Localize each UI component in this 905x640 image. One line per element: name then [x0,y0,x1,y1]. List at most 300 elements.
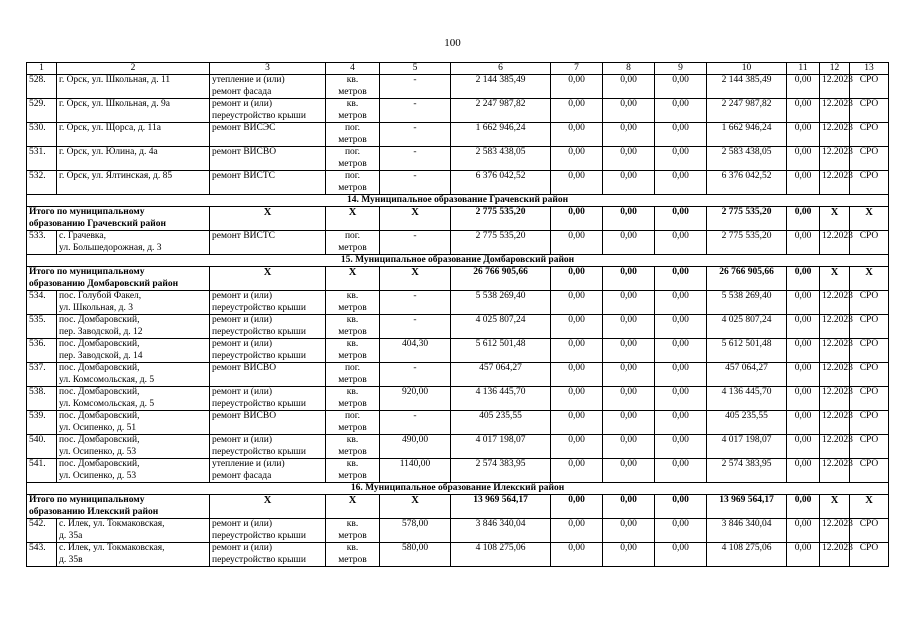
work-type-cell-line: ремонт и (или) [212,435,273,445]
address-cell-line: пос. Домбаровский, [59,411,140,421]
cell-amount [707,519,787,543]
cell-amount [787,315,820,339]
unit-cell-line: метров [338,554,367,565]
work-type-cell-line: утепление и (или) [212,459,285,469]
method-cell [850,435,889,459]
cell-amount [787,267,820,291]
cell-amount-line: 0,00 [620,363,637,373]
cell-amount-line: 0,00 [568,519,585,529]
cell-amount [787,543,820,567]
address-cell [57,147,210,171]
cell-amount [603,363,655,387]
quantity-cell [380,339,451,363]
cell-amount-line: 0,00 [620,207,637,217]
cell-amount [655,171,707,195]
row-number-line: 531. [29,147,46,157]
work-type-cell-line: переустройство крыши [212,398,306,409]
column-header: 1 [27,63,57,75]
address-cell [57,339,210,363]
deadline-cell-line: 12.2023 [822,519,853,529]
unit-cell-line: пог. [344,147,361,157]
quantity-cell-line: - [413,363,417,373]
cell-amount-line: 457 064,27 [725,363,768,373]
quantity-cell-line: 580,00 [401,543,429,553]
cell-x [380,207,451,231]
subtotal-row [27,267,889,291]
cell-amount [787,519,820,543]
cell-amount [707,123,787,147]
work-type-cell [210,291,326,315]
address-cell-line: ул. Осипенко, д. 53 [59,446,137,457]
method-cell [850,339,889,363]
cell-amount-line: 0,00 [620,231,637,241]
table-row [27,435,889,459]
cell-amount [787,291,820,315]
cell-amount [451,519,551,543]
cell-amount-line: 6 376 042,52 [475,171,526,181]
cell-amount [451,315,551,339]
subtotal-label-line: образованию Грачевский район [29,218,166,229]
cell-amount [707,459,787,483]
method-cell-line: СРО [859,435,879,445]
unit-cell [326,231,380,255]
cell-amount-line: 0,00 [672,99,689,109]
deadline-cell [820,339,853,363]
method-cell-line: СРО [859,147,879,157]
unit-cell-line: кв. [346,387,359,397]
cell-amount [451,459,551,483]
cell-amount [603,231,655,255]
address-cell [57,459,210,483]
address-cell-line: г. Орск, ул. Школьная, д. 9а [59,99,170,109]
cell-amount [787,339,820,363]
cell-amount [787,435,820,459]
method-cell-line: СРО [859,363,879,373]
address-cell-line: пос. Домбаровский, [59,435,140,445]
cell-amount-line: 2 574 383,95 [721,459,772,469]
work-type-cell-line: переустройство крыши [212,302,306,313]
work-type-cell-line: переустройство крыши [212,446,306,457]
method-cell [850,459,889,483]
method-cell [850,75,889,99]
unit-cell-line: метров [338,242,367,253]
work-type-cell [210,363,326,387]
quantity-cell [380,231,451,255]
deadline-cell-line: 12.2023 [822,75,853,85]
unit-cell [326,291,380,315]
address-cell-line: г. Орск, ул. Щорса, д. 11а [59,123,161,133]
work-type-cell [210,99,326,123]
unit-cell-line: кв. [346,459,359,469]
deadline-cell [820,171,853,195]
row-number-line: 528. [29,75,46,85]
work-type-cell-line: ремонт и (или) [212,543,273,553]
cell-amount [603,207,655,231]
row-number-line: 529. [29,99,46,109]
quantity-cell-line: - [413,231,417,241]
cell-amount [551,207,603,231]
cell-amount [451,171,551,195]
cell-amount-line: 4 025 807,24 [721,315,772,325]
work-type-cell [210,231,326,255]
cell-amount [787,123,820,147]
unit-cell-line: пог. [344,231,361,241]
cell-amount [551,543,603,567]
row-number [27,459,57,483]
method-cell-line: СРО [859,171,879,181]
quantity-cell-line: 404,30 [401,339,429,349]
cell-amount [451,495,551,519]
cell-amount-line: 2 247 987,82 [475,99,526,109]
cell-amount-line: 0,00 [672,123,689,133]
row-number [27,123,57,147]
work-type-cell-line: переустройство крыши [212,110,306,121]
subtotal-label-line: Итого по муниципальному [29,207,145,217]
quantity-cell [380,291,451,315]
unit-cell-line: кв. [346,315,359,325]
column-header: 13 [850,63,889,75]
unit-cell-line: кв. [346,435,359,445]
deadline-cell-line: 12.2023 [822,315,853,325]
cell-amount-line: 0,00 [620,339,637,349]
address-cell-line: с. Илек, ул. Токмаковская, [59,519,165,529]
work-type-cell [210,519,326,543]
address-cell-line: пер. Заводской, д. 14 [59,350,143,361]
unit-cell-line: метров [338,530,367,541]
cell-amount [707,231,787,255]
address-cell-line: г. Орск, ул. Школьная, д. 11 [59,75,171,85]
address-cell-line: пос. Домбаровский, [59,387,140,397]
column-header: 7 [551,63,603,75]
cell-amount [551,459,603,483]
unit-cell-line: метров [338,326,367,337]
cell-amount [787,411,820,435]
table-row [27,123,889,147]
cell-amount-line: 0,00 [794,231,812,241]
cell-amount [551,315,603,339]
row-number [27,363,57,387]
cell-amount-line: 0,00 [620,171,637,181]
cell-amount-line: 0,00 [568,207,585,217]
cell-x-line: X [830,495,839,506]
cell-amount [603,291,655,315]
cell-amount [551,495,603,519]
cell-amount [451,267,551,291]
address-cell-line: пос. Домбаровский, [59,339,140,349]
quantity-cell-line: - [413,75,417,85]
column-header: 5 [380,63,451,75]
cell-amount-line: 0,00 [672,435,689,445]
row-number [27,315,57,339]
deadline-cell [820,99,853,123]
address-cell [57,231,210,255]
cell-amount [655,435,707,459]
cell-amount-line: 4 108 275,06 [475,543,526,553]
cell-amount-line: 0,00 [672,519,689,529]
cell-amount [787,147,820,171]
table-row [27,171,889,195]
capital-repair-table [26,62,889,567]
cell-amount [707,147,787,171]
cell-amount [603,411,655,435]
quantity-cell-line: - [413,291,417,301]
table-row [27,363,889,387]
cell-amount [451,435,551,459]
work-type-cell-line: переустройство крыши [212,530,306,541]
work-type-cell [210,339,326,363]
deadline-cell [820,387,853,411]
cell-amount [655,495,707,519]
unit-cell-line: кв. [346,519,359,529]
cell-amount-line: 4 136 445,70 [721,387,772,397]
cell-amount-line: 0,00 [568,411,585,421]
work-type-cell [210,171,326,195]
cell-amount [707,171,787,195]
work-type-cell [210,411,326,435]
cell-amount-line: 0,00 [620,123,637,133]
cell-amount [787,387,820,411]
row-number [27,435,57,459]
deadline-cell [820,75,853,99]
work-type-cell [210,543,326,567]
cell-amount [603,339,655,363]
cell-amount-line: 0,00 [620,387,637,397]
cell-amount-line: 0,00 [568,435,585,445]
cell-amount [707,387,787,411]
cell-amount-line: 4 017 198,07 [475,435,526,445]
cell-amount-line: 2 583 438,05 [475,147,526,157]
address-cell [57,387,210,411]
cell-amount [707,495,787,519]
cell-amount [655,75,707,99]
cell-amount-line: 3 846 340,04 [475,519,526,529]
address-cell [57,75,210,99]
cell-x-line: X [263,267,272,278]
cell-amount [655,459,707,483]
work-type-cell [210,75,326,99]
cell-amount-line: 0,00 [568,495,585,505]
cell-amount [451,99,551,123]
address-cell-line: пер. Заводской, д. 12 [59,326,143,337]
cell-amount [655,315,707,339]
cell-amount [655,519,707,543]
work-type-cell [210,147,326,171]
cell-amount-line: 0,00 [568,339,585,349]
cell-amount [551,147,603,171]
cell-amount-line: 0,00 [568,267,585,277]
cell-amount-line: 0,00 [794,519,812,529]
cell-x-line: X [830,207,839,218]
address-cell-line: с. Грачевка, [59,231,106,241]
work-type-cell-line: утепление и (или) [212,75,285,85]
work-type-cell-line: переустройство крыши [212,326,306,337]
cell-amount [707,363,787,387]
cell-amount-line: 0,00 [794,315,812,325]
cell-amount-line: 0,00 [794,339,812,349]
cell-amount-line: 0,00 [672,315,689,325]
method-cell-line: СРО [859,459,879,469]
address-cell [57,123,210,147]
cell-amount [451,75,551,99]
unit-cell-line: метров [338,470,367,481]
cell-amount-line: 1 662 946,24 [475,123,526,133]
cell-amount [707,543,787,567]
column-header: 10 [707,63,787,75]
cell-amount [451,543,551,567]
subtotal-label [27,207,210,231]
work-type-cell-line: ремонт ВИСТС [212,171,276,181]
deadline-cell-line: 12.2023 [822,459,853,469]
cell-amount-line: 6 376 042,52 [721,171,772,181]
work-type-cell [210,123,326,147]
cell-amount-line: 0,00 [794,459,812,469]
cell-amount [707,291,787,315]
cell-amount [707,339,787,363]
deadline-cell [820,411,853,435]
address-cell-line: д. 35в [59,554,83,565]
cell-amount-line: 0,00 [620,147,637,157]
row-number [27,411,57,435]
method-cell [850,171,889,195]
cell-amount-line: 4 025 807,24 [475,315,526,325]
cell-amount-line: 0,00 [620,435,637,445]
cell-amount [603,543,655,567]
cell-amount-line: 0,00 [620,267,637,277]
quantity-cell [380,435,451,459]
unit-cell-line: пог. [344,123,361,133]
cell-amount [451,291,551,315]
cell-amount-line: 0,00 [672,171,689,181]
cell-amount [551,363,603,387]
work-type-cell [210,459,326,483]
cell-amount-line: 2 247 987,82 [721,99,772,109]
cell-amount [655,543,707,567]
method-cell [850,411,889,435]
cell-amount [787,231,820,255]
work-type-cell-line: ремонт фасада [212,470,272,481]
row-number-line: 535. [29,315,46,325]
deadline-cell-line: 12.2023 [822,363,853,373]
table-row [27,459,889,483]
work-type-cell-line: ремонт и (или) [212,315,273,325]
cell-amount-line: 0,00 [568,171,585,181]
deadline-cell [820,519,853,543]
cell-amount-line: 0,00 [794,291,812,301]
cell-x-line: X [865,207,873,218]
cell-amount-line: 13 969 564,17 [719,495,774,505]
page-number: 100 [444,37,461,49]
method-cell [850,231,889,255]
unit-cell-line: метров [338,134,367,145]
cell-amount-line: 2 574 383,95 [475,459,526,469]
table-row [27,99,889,123]
address-cell-line: пос. Домбаровский, [59,315,140,325]
cell-amount-line: 0,00 [672,75,689,85]
row-number [27,291,57,315]
cell-x [326,495,380,519]
cell-amount-line: 405 235,55 [479,411,522,421]
quantity-cell [380,123,451,147]
deadline-cell [820,543,853,567]
table-row [27,231,889,255]
column-number-row [27,63,889,75]
cell-amount [451,207,551,231]
address-cell [57,519,210,543]
section-header-row [27,255,889,267]
row-number-line: 543. [29,543,46,553]
unit-cell [326,123,380,147]
cell-amount-line: 0,00 [672,147,689,157]
unit-cell-line: метров [338,110,367,121]
work-type-cell-line: переустройство крыши [212,350,306,361]
cell-amount-line: 5 612 501,48 [475,339,526,349]
quantity-cell-line: - [413,315,417,325]
cell-x-line: X [348,267,357,278]
cell-amount [707,435,787,459]
cell-x-line: X [263,495,272,506]
cell-amount [787,495,820,519]
unit-cell [326,171,380,195]
method-cell-line: СРО [859,315,879,325]
work-type-cell-line: ремонт и (или) [212,387,273,397]
cell-amount [603,147,655,171]
cell-amount [551,267,603,291]
unit-cell-line: метров [338,158,367,169]
table-row [27,387,889,411]
subtotal-label [27,495,210,519]
cell-amount-line: 0,00 [794,411,812,421]
cell-amount-line: 5 538 269,40 [721,291,772,301]
work-type-cell [210,435,326,459]
method-cell [850,519,889,543]
deadline-cell-line: 12.2023 [822,291,853,301]
method-cell-line: СРО [859,519,879,529]
quantity-cell [380,75,451,99]
cell-x-line: X [865,495,873,506]
quantity-cell [380,147,451,171]
column-header: 4 [326,63,380,75]
method-cell-line: СРО [859,123,879,133]
cell-amount [787,207,820,231]
cell-amount-line: 0,00 [672,339,689,349]
cell-amount-line: 0,00 [672,411,689,421]
cell-amount [655,291,707,315]
cell-x [380,495,451,519]
method-cell [850,363,889,387]
unit-cell-line: метров [338,374,367,385]
cell-amount [655,207,707,231]
table-row [27,315,889,339]
section-title-line: 15. Муниципальное образование Домбаровский район [340,255,575,265]
deadline-cell-line: 12.2023 [822,123,853,133]
work-type-cell [210,315,326,339]
cell-x [820,267,850,291]
row-number [27,171,57,195]
work-type-cell-line: ремонт ВИСТС [212,231,276,241]
cell-amount [451,147,551,171]
cell-amount [551,339,603,363]
cell-amount [655,339,707,363]
cell-amount-line: 0,00 [672,387,689,397]
method-cell-line: СРО [859,99,879,109]
subtotal-label-line: Итого по муниципальному [29,495,145,505]
work-type-cell-line: ремонт ВИСВО [212,147,277,157]
section-header-row [27,483,889,495]
cell-amount-line: 0,00 [620,291,637,301]
cell-amount-line: 0,00 [672,291,689,301]
cell-amount [707,411,787,435]
deadline-cell-line: 12.2023 [822,231,853,241]
